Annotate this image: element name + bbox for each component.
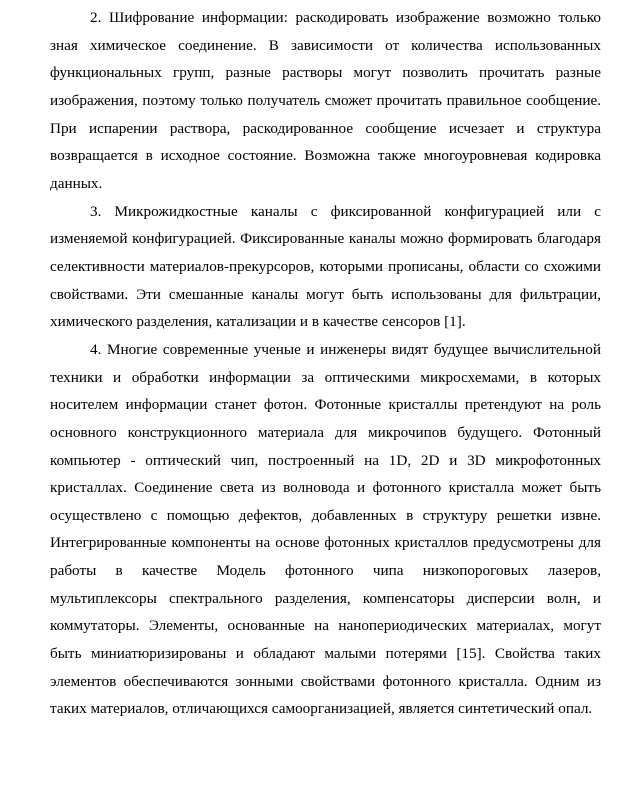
paragraph-microfluidic-channels: 3. Микрожидкостные каналы с фиксированной конфигурацией или с изменяемой конфигурацией. Фиксированные каналы можно формировать благодаря селективности материалов-прекурсоров, которыми прописаны, области со схожими свойствами. Эти смешанные каналы могут быть использованы для фильтрации, химического разделения, катализации и в качестве сенсоров [1].	[50, 202, 601, 331]
paragraph-encryption: 2. Шифрование информации: раскодировать изображение возможно только зная химическое соединение. В зависимости от количества использованных функциональных групп, разные растворы могут позволить прочитать разные изображения, поэтому только получатель сможет прочитать правильное сообщение. При испарении раствора, раскодированное сообщение исчезает и структура возвращается в исходное состояние. Возможна также многоуровневая кодировка данных.	[50, 9, 601, 192]
document-page	[50, 0, 601, 723]
paragraph-photonic-crystals: 4. Многие современные ученые и инженеры видят будущее вычислительной техники и обработки информации за оптическими микросхемами, в которых носителем информации станет фотон. Фотонные кристаллы претендуют на роль основного конструкционного материала для микрочипов будущего. Фотонный компьютер - оптический чип, построенный на 1D, 2D и 3D микрофотонных кристаллах. Соединение света из волновода и фотонного кристалла может быть осуществлено с помощью дефектов, добавленных в структуру решетки извне. Интегрированные компоненты на основе фотонных кристаллов предусмотрены для работы в качестве Модель фотонного чипа низкопороговых лазеров, мультиплексоры спектрального разделения, компенсаторы дисперсии волн, и коммутаторы. Элементы, основанные на нанопериодических материалах, могут быть миниатюризированы и обладают малыми потерями [15]. Свойства таких элементов обеспечиваются зонными свойствами фотонного кристалла. Одним из таких материалов, отличающихся самоорганизацией, является синтетический опал.	[50, 340, 601, 718]
